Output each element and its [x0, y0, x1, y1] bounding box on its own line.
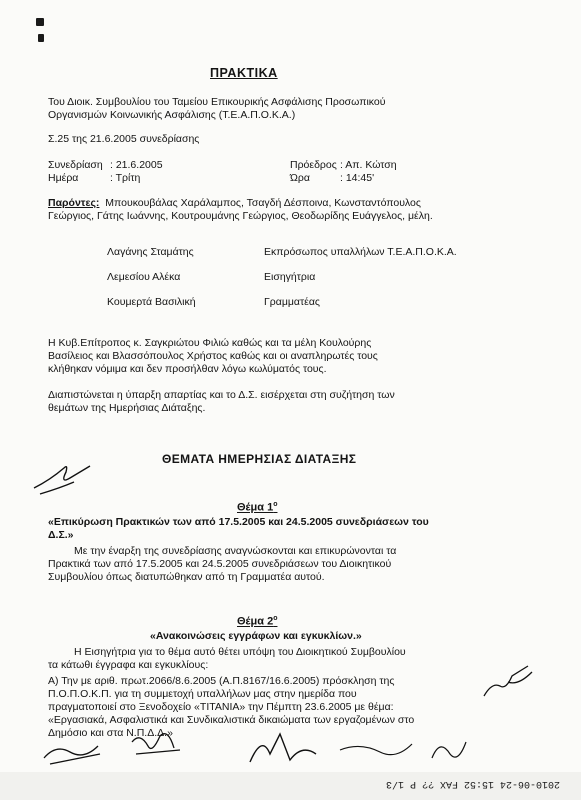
topic-1-label: Θέμα $1^o$: [237, 501, 278, 514]
time-value: : 14:45': [340, 172, 375, 184]
fax-header: 2010-06-24 15:52 FAX ?? P 1/3: [385, 778, 560, 789]
intro-line-2: Οργανισμών Κοινωνικής Ασφάλισης (Τ.Ε.Α.Π.Ο.Κ.Α.): [48, 109, 296, 121]
chair-label: Πρόεδρος: [290, 159, 337, 171]
topic-1-body-3: Συμβουλίου όπως διατυπώθηκαν από τη Γραμματέα αυτού.: [48, 571, 325, 583]
day-value: : Τρίτη: [110, 172, 141, 184]
present-line-2: Γεώργιος, Γάτης Ιωάννης, Κουτρουμάνης Γεώργιος, Θεοδωρίδης Ευάγγελος, μέλη.: [48, 210, 433, 222]
topic-2-item-a-1: Α) Την με αριθ. πρωτ.2066/8.6.2005 (Α.Π.8167/16.6.2005) πρόσκληση της: [48, 675, 395, 687]
session-value: : 21.6.2005: [110, 159, 163, 171]
topic-2-body-1: Η Εισηγήτρια για το θέμα αυτό θέτει υπόψη του Διοικητικού Συμβουλίου: [74, 646, 406, 658]
topic-2-item-a-3: πραγματοποιεί στο Ξενοδοχείο «TITANIA» την Πέμπτη 23.6.2005 με θέμα:: [48, 701, 394, 713]
session-reference: Σ.25 της 21.6.2005 συνεδρίασης: [48, 133, 200, 145]
attendee-name: Λαγάνης Σταμάτης: [107, 246, 194, 258]
topic-2-body-2: τα κάτωθι έγγραφα και εγκυκλίους:: [48, 659, 209, 671]
session-label: Συνεδρίαση: [48, 159, 103, 171]
absence-line-3: κλήθηκαν νόμιμα και δεν προσήλθαν λόγω κωλύματός τους.: [48, 363, 327, 375]
quorum-line-1: Διαπιστώνεται η ύπαρξη απαρτίας και το Δ.Σ. εισέρχεται στη συζήτηση των: [48, 389, 395, 401]
topic-1-body-1: Με την έναρξη της συνεδρίασης αναγνώσκονται και επικυρώνονται τα: [74, 545, 397, 557]
present-line-1: [48, 197, 421, 210]
agenda-heading: ΘΕΜΑΤΑ ΗΜΕΡΗΣΙΑΣ ΔΙΑΤΑΞΗΣ: [162, 452, 357, 466]
topic-2-item-a-2: Π.Ο.Π.Ο.Κ.Π. για τη συμμετοχή υπαλλήλων μας στην ημερίδα που: [48, 688, 357, 700]
attendee-role: Εκπρόσωπος υπαλλήλων Τ.Ε.Α.Π.Ο.Κ.Α.: [264, 246, 457, 258]
signature-mark-right: [478, 662, 538, 702]
day-label: Ημέρα: [48, 172, 79, 184]
topic-2-label: Θέμα $2^o$: [237, 615, 278, 628]
topic-2-title: «Ανακοινώσεις εγγράφων και εγκυκλίων.»: [150, 630, 362, 642]
intro-line-1: Του Διοικ. Συμβουλίου του Ταμείου Επικουρικής Ασφάλισης Προσωπικού: [48, 96, 386, 108]
attendee-name: Κουμερτά Βασιλική: [107, 296, 196, 308]
chair-value: : Απ. Κώτση: [340, 159, 397, 171]
attendee-role: Γραμματέας: [264, 296, 320, 308]
topic-1-title-1: «Επικύρωση Πρακτικών των από 17.5.2005 και 24.5.2005 συνεδριάσεων του: [48, 516, 429, 528]
present-names-1: Μπουκουβάλας Χαράλαμπος, Τσαγδή Δέσποινα, Κωνσταντόπουλος: [105, 197, 421, 209]
topic-2-item-a-5: Δημόσιο και στα Ν.Π.Δ.Δ.»: [48, 727, 173, 739]
bottom-signatures: [40, 724, 540, 772]
topic-1-title-2: Δ.Σ.»: [48, 529, 74, 541]
quorum-line-2: θεμάτων της Ημερήσιας Διάταξης.: [48, 402, 206, 414]
document-title: ΠΡΑΚΤΙΚΑ: [210, 66, 278, 80]
topic-1-body-2: Πρακτικά των από 17.5.2005 και 24.5.2005 συνεδριάσεων του Διοικητικού: [48, 558, 392, 570]
absence-line-1: Η Κυβ.Επίτροπος κ. Σαγκριώτου Φιλιώ καθώς και τα μέλη Κουλούρης: [48, 337, 372, 349]
topic-2-item-a-4: «Εργασιακά, Ασφαλιστικά και Συνδικαλιστικά δικαιώματα των εργαζομένων στο: [48, 714, 415, 726]
time-label: Ώρα: [290, 172, 310, 184]
present-label: Παρόντες:: [48, 197, 100, 209]
attendee-name: Λεμεσίου Αλέκα: [107, 271, 181, 283]
signature-mark-left: [30, 458, 105, 500]
attendee-role: Εισηγήτρια: [264, 271, 316, 283]
absence-line-2: Βασίλειος και Βλασσόπουλος Χρήστος καθώς και οι αναπληρωτές τους: [48, 350, 378, 362]
